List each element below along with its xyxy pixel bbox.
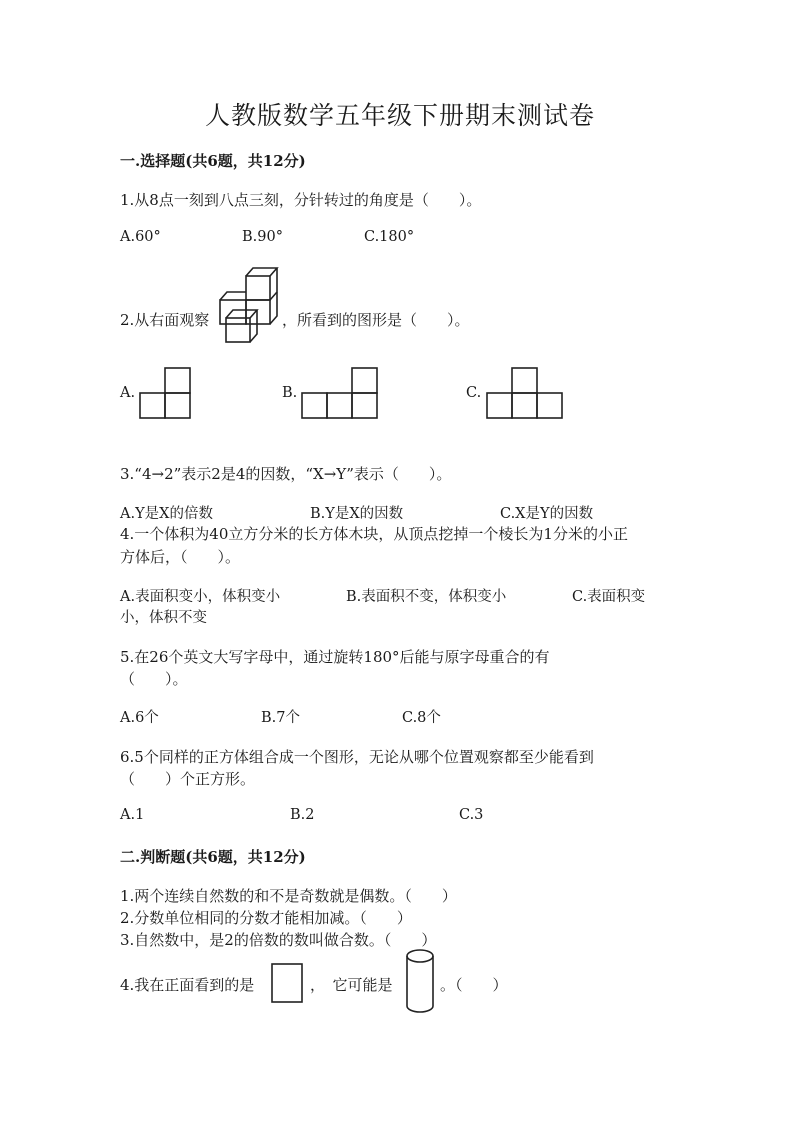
q2-option-c: C. [466, 385, 482, 401]
q2-option-c-figure [485, 366, 564, 420]
q1-option-c: C.180° [364, 229, 415, 245]
q2-option-b-figure [300, 366, 379, 420]
q4-option-b: B.表面积不变，体积变小 [346, 589, 507, 605]
question-5-text-line-1: 5.在26个英文大写字母中，通过旋转180°后能与原字母重合的有 [120, 648, 550, 666]
q4-option-c: C.表面积变 [572, 589, 646, 605]
question-3-text: 3.“4→2”表示2是4的因数，“X→Y”表示（ ）。 [120, 465, 452, 483]
q3-option-c: C.X是Y的因数 [500, 506, 594, 522]
q5-option-b: B.7个 [261, 710, 300, 726]
question-4-text-line-1: 4.一个体积为40立方分米的长方体木块，从顶点挖掉一个棱长为1分米的小正 [120, 525, 628, 543]
q1-option-b: B.90° [242, 229, 283, 245]
q5-option-c: C.8个 [402, 710, 441, 726]
q2-option-a-figure [138, 366, 192, 420]
q2-option-a: A. [120, 385, 136, 401]
section-1-heading: 一.选择题(共6题，共12分) [120, 152, 306, 170]
judge-item-4-part-3: 。（ ） [440, 976, 508, 994]
q5-option-a: A.6个 [120, 710, 159, 726]
q6-option-b: B.2 [290, 807, 315, 823]
question-2-text-before: 2.从右面观察 [120, 311, 210, 329]
judge-item-1: 1.两个连续自然数的和不是奇数就是偶数。（ ） [120, 887, 457, 905]
question-2-text-after: ，所看到的图形是（ ）。 [282, 311, 470, 329]
question-5-text-line-2: （ ）。 [120, 670, 188, 688]
q6-option-c: C.3 [459, 807, 484, 823]
section-2-heading: 二.判断题(共6题，共12分) [120, 848, 306, 866]
judge-item-3: 3.自然数中，是2的倍数的数叫做合数。（ ） [120, 931, 437, 949]
judge-item-4-part-1: 4.我在正面看到的是 [120, 976, 255, 994]
q3-option-b: B.Y是X的因数 [310, 506, 404, 522]
question-6-text-line-2: （ ）个正方形。 [120, 770, 256, 788]
cube-stack-figure [216, 266, 278, 346]
page-title: 人教版数学五年级下册期末测试卷 [204, 101, 595, 130]
question-6-text-line-1: 6.5个同样的正方体组合成一个图形，无论从哪个位置观察都至少能看到 [120, 748, 594, 766]
question-4-text-line-2: 方体后，（ ）。 [120, 548, 241, 566]
q2-option-b: B. [282, 385, 298, 401]
q4-option-c-continued: 小，体积不变 [120, 610, 207, 626]
judge-item-2: 2.分数单位相同的分数才能相加减。（ ） [120, 909, 412, 927]
question-1-text: 1.从8点一刻到八点三刻，分针转过的角度是（ ）。 [120, 191, 482, 209]
judge-item-4-part-2: ， 它可能是 [310, 976, 393, 994]
cylinder-figure [405, 948, 435, 1014]
q4-option-a: A.表面积变小，体积变小 [120, 589, 281, 605]
front-view-square-figure [270, 962, 304, 1004]
q3-option-a: A.Y是X的倍数 [120, 506, 213, 522]
q6-option-a: A.1 [120, 807, 145, 823]
q1-option-a: A.60° [120, 229, 161, 245]
